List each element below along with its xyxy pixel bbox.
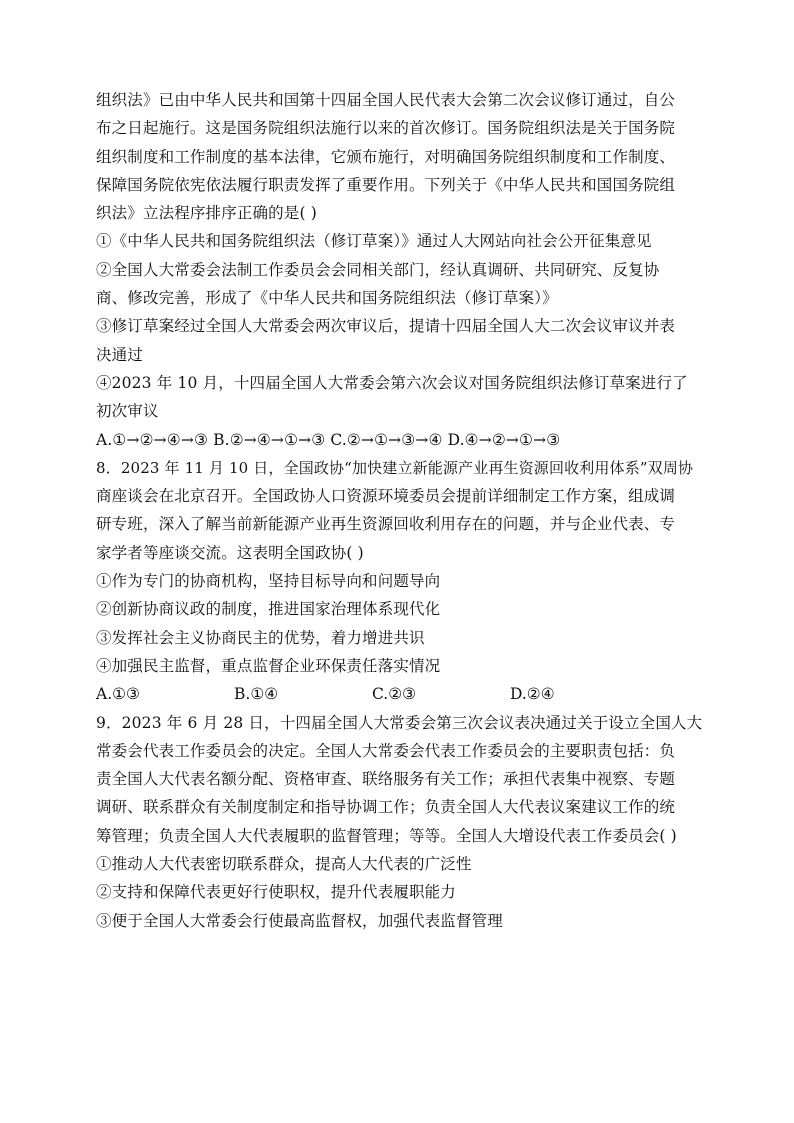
question-9-stem-line: 筹管理；负责全国人大代表履职的监督管理；等等。全国人大增设代表工作委员会( ) xyxy=(96,826,677,845)
question-7-stem-line: 布之日起施行。这是国务院组织法施行以来的首次修订。国务院组织法是关于国务院 xyxy=(96,119,676,138)
question-7-stem-line: 织法》立法程序排序正确的是( ) xyxy=(96,204,317,223)
question-7-item: 决通过 xyxy=(96,345,143,364)
question-9-item: ①推动人大代表密切联系群众，提高人大代表的广泛性 xyxy=(96,855,472,874)
question-8-option-d: D.②④ xyxy=(510,685,555,704)
question-9-stem-line: 常委会代表工作委员会的决定。全国人大常委会代表工作委员会的主要职责包括：负 xyxy=(96,741,676,760)
question-8-options xyxy=(96,680,702,708)
question-7-item: ①《中华人民共和国务院组织法（修订草案）》通过人大网站向社会公开征集意见 xyxy=(96,232,652,251)
question-7-item: 商、修改完善，形成了《中华人民共和国务院组织法（修订草案）》 xyxy=(96,289,558,308)
question-7-item: ④2023 年 10 月，十四届全国人大常委会第六次会议对国务院组织法修订草案进行了 xyxy=(96,373,688,392)
question-8-option-a: A.①③ xyxy=(96,685,140,704)
question-7-item: ②全国人大常委会法制工作委员会会同相关部门，经认真调研、共同研究、反复协 xyxy=(96,260,660,279)
question-8-item: ④加强民主监督，重点监督企业环保责任落实情况 xyxy=(96,656,441,675)
question-8-option-b: B.①④ xyxy=(234,685,279,704)
question-8-item: ②创新协商议政的制度，推进国家治理体系现代化 xyxy=(96,600,441,619)
question-7-item: ③修订草案经过全国人大常委会两次审议后，提请十四届全国人大二次会议审议并表 xyxy=(96,317,676,336)
question-9 xyxy=(96,709,702,935)
question-9-stem-line: 9．2023 年 6 月 28 日，十四届全国人大常委会第三次会议表决通过关于设立全国人大 xyxy=(96,713,703,732)
question-8-stem-line: 家学者等座谈交流。这表明全国政协( ) xyxy=(96,543,364,562)
question-8-stem-line: 研专班，深入了解当前新能源产业再生资源回收利用存在的问题，并与企业代表、专 xyxy=(96,515,676,534)
question-8-option-c: C.②③ xyxy=(372,685,417,704)
question-7-stem-line: 组织法》已由中华人民共和国第十四届全国人民代表大会第二次会议修订通过，自公 xyxy=(96,91,676,109)
question-8-item: ③发挥社会主义协商民主的优势，着力增进共识 xyxy=(96,628,425,647)
question-7-stem-line: 保障国务院依宪依法履行职责发挥了重要作用。下列关于《中华人民共和国国务院组 xyxy=(96,175,676,194)
question-8-stem-line: 商座谈会在北京召开。全国政协人口资源环境委员会提前详细制定工作方案，组成调 xyxy=(96,487,676,506)
question-7-item: 初次审议 xyxy=(96,402,159,421)
question-7-stem-line: 组织制度和工作制度的基本法律，它颁布施行，对明确国务院组织制度和工作制度、 xyxy=(96,147,676,166)
question-7-options: A.①→②→④→③ B.②→④→①→③ C.②→①→③→④ D.④→②→①→③ xyxy=(96,430,561,449)
question-9-item: ③便于全国人大常委会行使最高监督权，加强代表监督管理 xyxy=(96,911,503,930)
question-9-item: ②支持和保障代表更好行使职权，提升代表履职能力 xyxy=(96,883,456,902)
question-9-stem-line: 调研、联系群众有关制度制定和指导协调工作；负责全国人大代表议案建议工作的统 xyxy=(96,798,676,817)
question-7 xyxy=(96,86,702,454)
question-8-stem-line: 8．2023 年 11 月 10 日，全国政协“加快建立新能源产业再生资源回收利用体系”双周协 xyxy=(96,458,694,477)
question-8 xyxy=(96,454,702,709)
exam-page xyxy=(96,86,702,935)
question-8-item: ①作为专门的协商机构，坚持目标导向和问题导向 xyxy=(96,572,441,591)
question-9-stem-line: 责全国人大代表名额分配、资格审查、联络服务有关工作；承担代表集中视察、专题 xyxy=(96,770,676,789)
